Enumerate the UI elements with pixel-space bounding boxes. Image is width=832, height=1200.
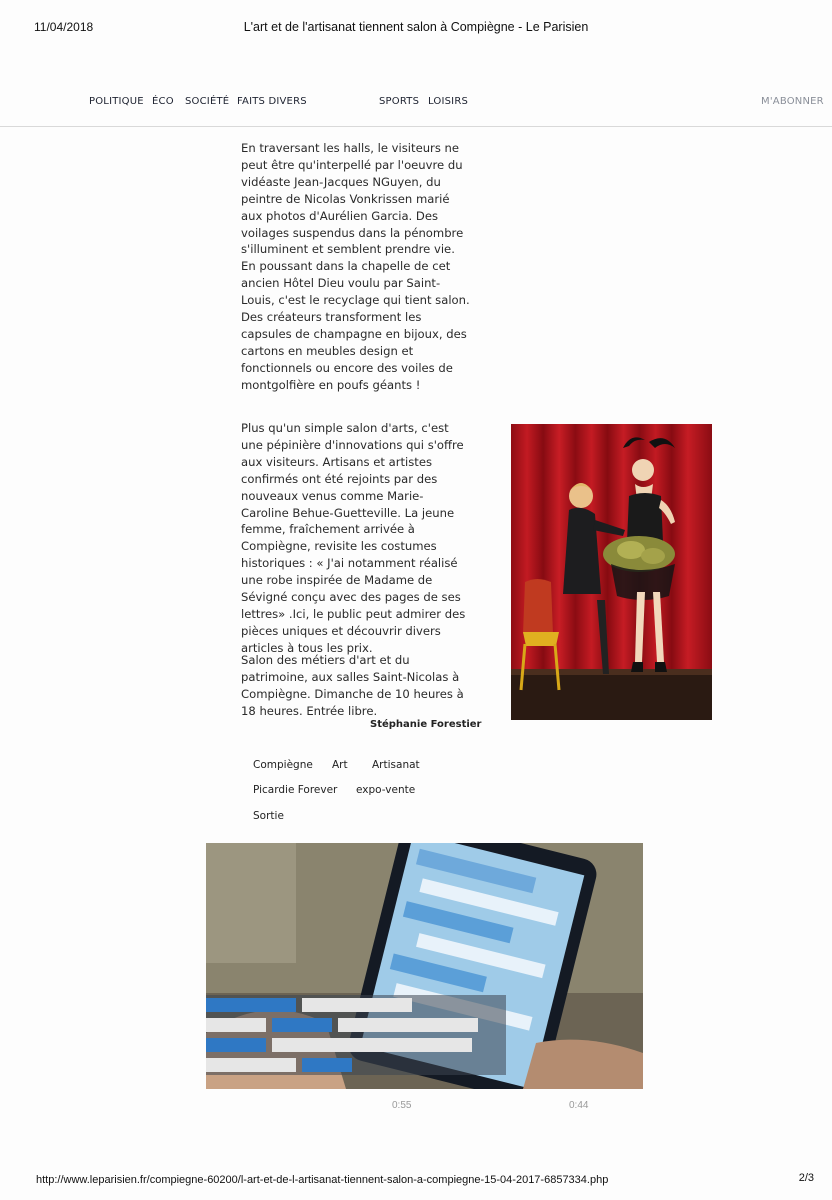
video-time-left: 0:55: [392, 1100, 412, 1111]
tag-picardie-forever[interactable]: Picardie Forever: [253, 784, 338, 796]
article-paragraph-3: Salon des métiers d'art et du patrimoine, aux salles Saint-Nicolas à Compiègne. Dimanche de 10 heures à 18 heures. Entrée libre.: [241, 653, 464, 718]
pixelated-phone-illustration: [206, 843, 643, 1089]
nav-item-faits-divers[interactable]: FAITS DIVERS: [237, 96, 307, 107]
tag-compiegne[interactable]: Compiègne: [253, 759, 313, 771]
video-thumbnail[interactable]: [206, 843, 643, 1089]
nav-item-politique[interactable]: POLITIQUE: [89, 96, 144, 107]
article-paragraph-1: En traversant les halls, le visiteurs ne peut être qu'interpellé par l'oeuvre du vidéaste Jean-Jacques NGuyen, du peintre de Nicolas Vonkrissen marié aux photos d'Aurélien Garcia. Des voilages suspendus dans la pénombre s'illuminent et semblent prendre vie. En poussant dans la chapelle de cet ancien Hôtel Dieu voulu par Saint-Louis, c'est le recyclage qui tient salon. Des créateurs transforment les capsules de champagne en bijoux, des cartons en meubles design et fonctionnels ou encore des voiles de montgolfière en poufs géants !: [241, 141, 470, 392]
main-nav: [0, 90, 832, 127]
costume-photo-illustration: [511, 424, 712, 720]
article-photo[interactable]: [511, 424, 712, 720]
print-page-number: 2/3: [798, 1172, 814, 1184]
video-time-right: 0:44: [569, 1100, 589, 1111]
nav-item-sports[interactable]: SPORTS: [379, 96, 420, 107]
tag-expo-vente[interactable]: expo-vente: [356, 784, 416, 796]
nav-item-eco[interactable]: ÉCO: [152, 96, 174, 107]
article-paragraph-2: Plus qu'un simple salon d'arts, c'est une pépinière d'innovations qui s'offre aux visiteurs. Artisans et artistes confirmés ont été rejoints par des nouveaux venus comme Marie-Caroline Behue-Guetteville. La jeune femme, fraîchement arrivée à Compiègne, revisite les costumes historiques : « J'ai notamment réalisé une robe inspirée de Madame de Sévigné conçu avec des pages de ses lettres» .Ici, le public peut admirer des pièces uniques et découvrir divers articles à tous les prix.: [241, 421, 466, 655]
nav-item-loisirs[interactable]: LOISIRS: [428, 96, 469, 107]
tag-art[interactable]: Art: [332, 759, 348, 771]
article-author: Stéphanie Forestier: [370, 719, 482, 730]
tag-artisanat[interactable]: Artisanat: [372, 759, 420, 771]
subscribe-link[interactable]: M'ABONNER: [761, 96, 824, 107]
print-title: L'art et de l'artisanat tiennent salon à Compiègne - Le Parisien: [243, 20, 589, 34]
print-url: http://www.leparisien.fr/compiegne-60200/l-art-et-de-l-artisanat-tiennent-salon-a-compiegne-15-04-2017-6857334.php: [36, 1174, 609, 1186]
print-date: 11/04/2018: [34, 20, 94, 34]
nav-item-societe[interactable]: SOCIÉTÉ: [185, 96, 230, 107]
tag-sortie[interactable]: Sortie: [253, 810, 284, 822]
